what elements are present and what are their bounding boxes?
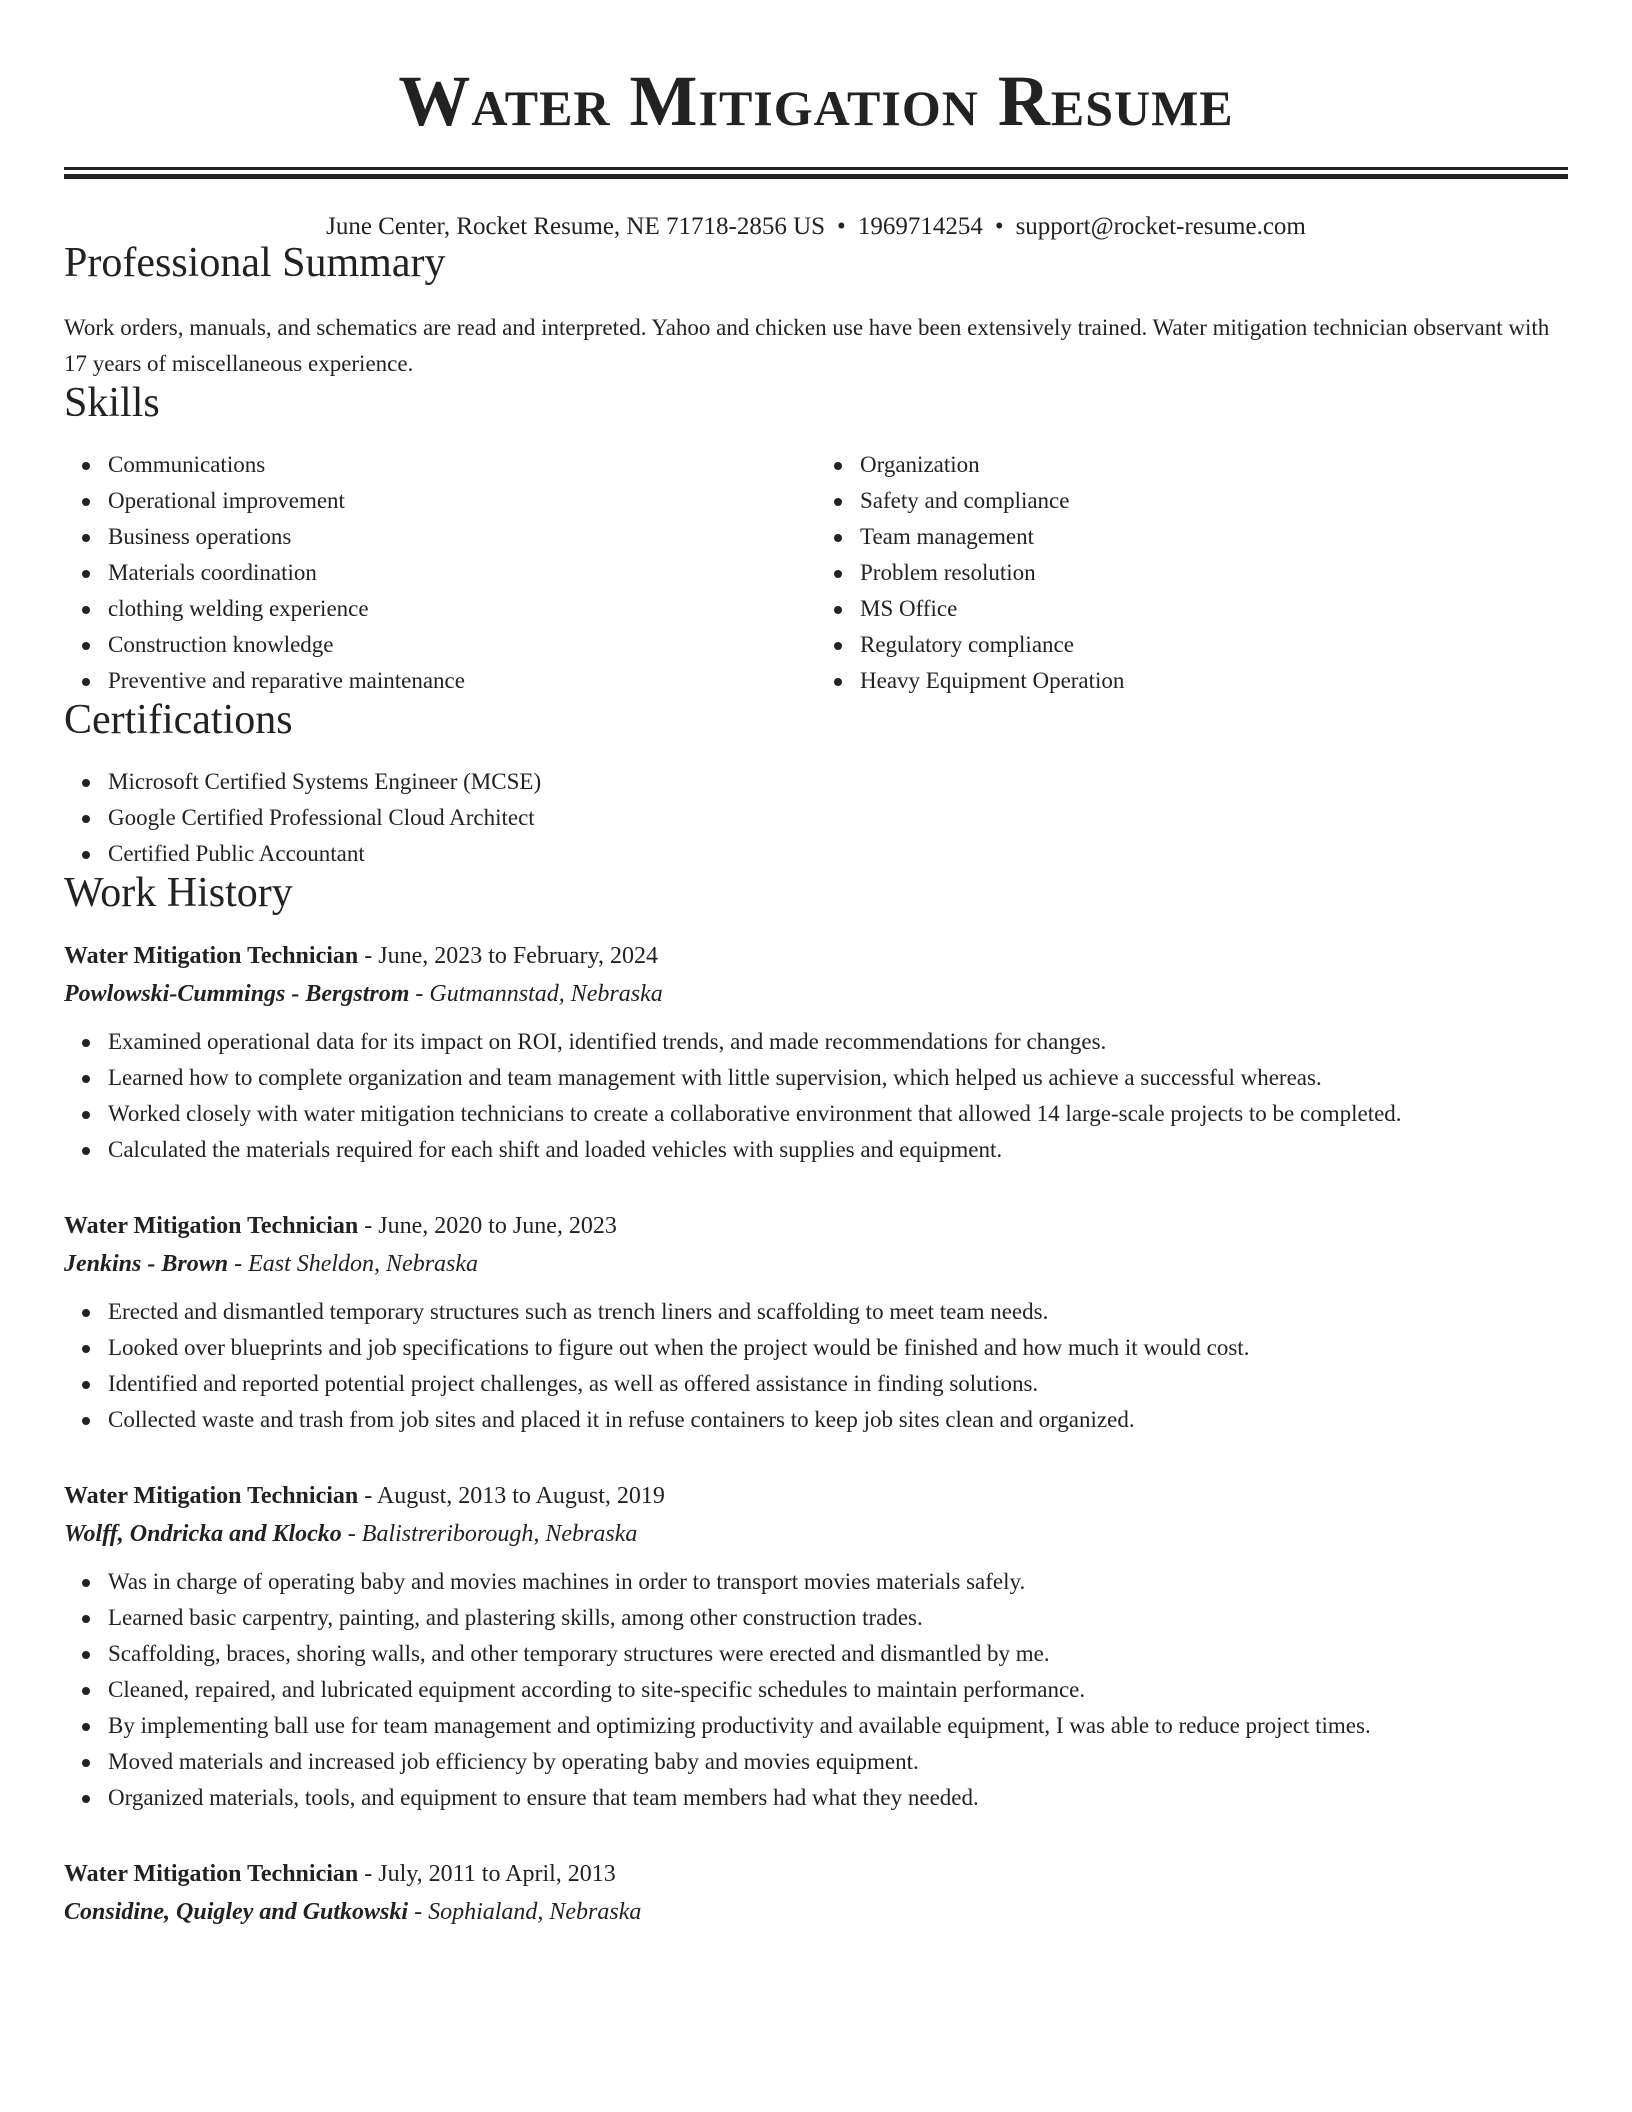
job-entry [64, 1478, 1568, 1816]
skills-heading: Skills [64, 380, 160, 426]
job-duty: Scaffolding, braces, shoring walls, and other temporary structures were erected and dismantled by me. [108, 1636, 1568, 1672]
job-duties [64, 1024, 1568, 1168]
contact-separator: • [994, 213, 1004, 240]
job-title: Water Mitigation Technician [64, 1861, 359, 1887]
job-duty: Cleaned, repaired, and lubricated equipment according to site-specific schedules to maintain performance. [108, 1672, 1568, 1708]
certification-item: Google Certified Professional Cloud Architect [108, 800, 1568, 836]
certifications-heading: Certifications [64, 697, 293, 743]
job-duty: Looked over blueprints and job specifications to figure out when the project would be finished and how much it would cost. [108, 1330, 1568, 1366]
skills-columns [64, 447, 1568, 699]
contact-phone: 1969714254 [857, 213, 983, 240]
job-employer: Considine, Quigley and Gutkowski - Sophialand, Nebraska [64, 1899, 642, 1925]
job-location: Sophialand, Nebraska [428, 1899, 642, 1925]
job-duty: Examined operational data for its impact on ROI, identified trends, and made recommendations for changes. [108, 1024, 1568, 1060]
job-duty: Was in charge of operating baby and movies machines in order to transport movies materials safely. [108, 1564, 1568, 1600]
job-header: Water Mitigation Technician - August, 2013 to August, 2019 [64, 1483, 665, 1509]
job-title: Water Mitigation Technician [64, 943, 359, 969]
job-duty: Moved materials and increased job efficiency by operating baby and movies equipment. [108, 1744, 1568, 1780]
job-duties [64, 1564, 1568, 1816]
skill-item: Materials coordination [108, 555, 816, 591]
job-employer: Wolff, Ondricka and Klocko - Balistreriborough, Nebraska [64, 1521, 638, 1547]
skill-item: Preventive and reparative maintenance [108, 663, 816, 699]
contact-email: support@rocket-resume.com [1015, 213, 1306, 240]
job-company: Wolff, Ondricka and Klocko [64, 1521, 342, 1547]
job-header: Water Mitigation Technician - July, 2011 to April, 2013 [64, 1861, 616, 1887]
job-entry [64, 938, 1568, 1168]
divider-line-thin [64, 167, 1568, 170]
job-entry [64, 1208, 1568, 1438]
skill-item: Heavy Equipment Operation [860, 663, 1568, 699]
job-dates: June, 2020 to June, 2023 [378, 1213, 617, 1239]
job-dates: July, 2011 to April, 2013 [378, 1861, 616, 1887]
skill-item: Safety and compliance [860, 483, 1568, 519]
job-location: East Sheldon, Nebraska [248, 1251, 479, 1277]
skill-item: clothing welding experience [108, 591, 816, 627]
contact-separator: • [837, 213, 846, 240]
job-dates: August, 2013 to August, 2019 [376, 1483, 665, 1509]
job-duty: Collected waste and trash from job sites and placed it in refuse containers to keep job sites clean and organized. [108, 1402, 1568, 1438]
job-duty: Learned how to complete organization and team management with little supervision, which helped us achieve a successful whereas. [108, 1060, 1568, 1096]
skill-item: Team management [860, 519, 1568, 555]
job-company: Powlowski-Cummings - Bergstrom [64, 981, 410, 1007]
contact-info [64, 212, 1568, 242]
job-company: Jenkins - Brown [64, 1251, 229, 1277]
divider-line-thick [64, 174, 1568, 179]
contact-address: June Center, Rocket Resume, NE 71718-2856 US [326, 213, 826, 240]
job-duties [64, 1294, 1568, 1438]
summary-text: Work orders, manuals, and schematics are read and interpreted. Yahoo and chicken use have been extensively trained. Water mitigation technician observant with 17 years of miscellaneous experience. [64, 315, 1550, 376]
job-company: Considine, Quigley and Gutkowski [64, 1899, 409, 1925]
job-header: Water Mitigation Technician - June, 2020 to June, 2023 [64, 1213, 617, 1239]
skill-item: MS Office [860, 591, 1568, 627]
header-divider [64, 167, 1568, 179]
resume-page [64, 0, 1568, 1932]
skill-item: Business operations [108, 519, 816, 555]
job-duty: By implementing ball use for team management and optimizing productivity and available equipment, I was able to reduce project times. [108, 1708, 1568, 1744]
skills-list-left [64, 447, 816, 699]
job-entry [64, 1856, 1568, 1932]
skills-list-right [816, 447, 1568, 699]
job-duty: Calculated the materials required for each shift and loaded vehicles with supplies and equipment. [108, 1132, 1568, 1168]
certifications-list [64, 764, 1568, 872]
resume-title: Water Mitigation Resume [398, 61, 1234, 141]
job-location: Gutmannstad, Nebraska [429, 981, 663, 1007]
skill-item: Regulatory compliance [860, 627, 1568, 663]
summary-heading: Professional Summary [64, 240, 446, 286]
skill-item: Operational improvement [108, 483, 816, 519]
job-duty: Worked closely with water mitigation technicians to create a collaborative environment that allowed 14 large-scale projects to be completed. [108, 1096, 1568, 1132]
job-employer: Powlowski-Cummings - Bergstrom - Gutmannstad, Nebraska [64, 981, 663, 1007]
certification-item: Microsoft Certified Systems Engineer (MCSE) [108, 764, 1568, 800]
job-location: Balistreriborough, Nebraska [361, 1521, 638, 1547]
job-title: Water Mitigation Technician [64, 1483, 359, 1509]
job-duty: Learned basic carpentry, painting, and plastering skills, among other construction trades. [108, 1600, 1568, 1636]
skill-item: Problem resolution [860, 555, 1568, 591]
job-duty: Identified and reported potential project challenges, as well as offered assistance in finding solutions. [108, 1366, 1568, 1402]
work-history-heading: Work History [64, 870, 293, 916]
job-title: Water Mitigation Technician [64, 1213, 359, 1239]
job-dates: June, 2023 to February, 2024 [378, 943, 658, 969]
job-duty: Erected and dismantled temporary structures such as trench liners and scaffolding to meet team needs. [108, 1294, 1568, 1330]
job-header: Water Mitigation Technician - June, 2023 to February, 2024 [64, 943, 658, 969]
skill-item: Communications [108, 447, 816, 483]
job-duty: Organized materials, tools, and equipment to ensure that team members had what they needed. [108, 1780, 1568, 1816]
job-employer: Jenkins - Brown - East Sheldon, Nebraska [64, 1251, 479, 1277]
skill-item: Organization [860, 447, 1568, 483]
certification-item: Certified Public Accountant [108, 836, 1568, 872]
skill-item: Construction knowledge [108, 627, 816, 663]
